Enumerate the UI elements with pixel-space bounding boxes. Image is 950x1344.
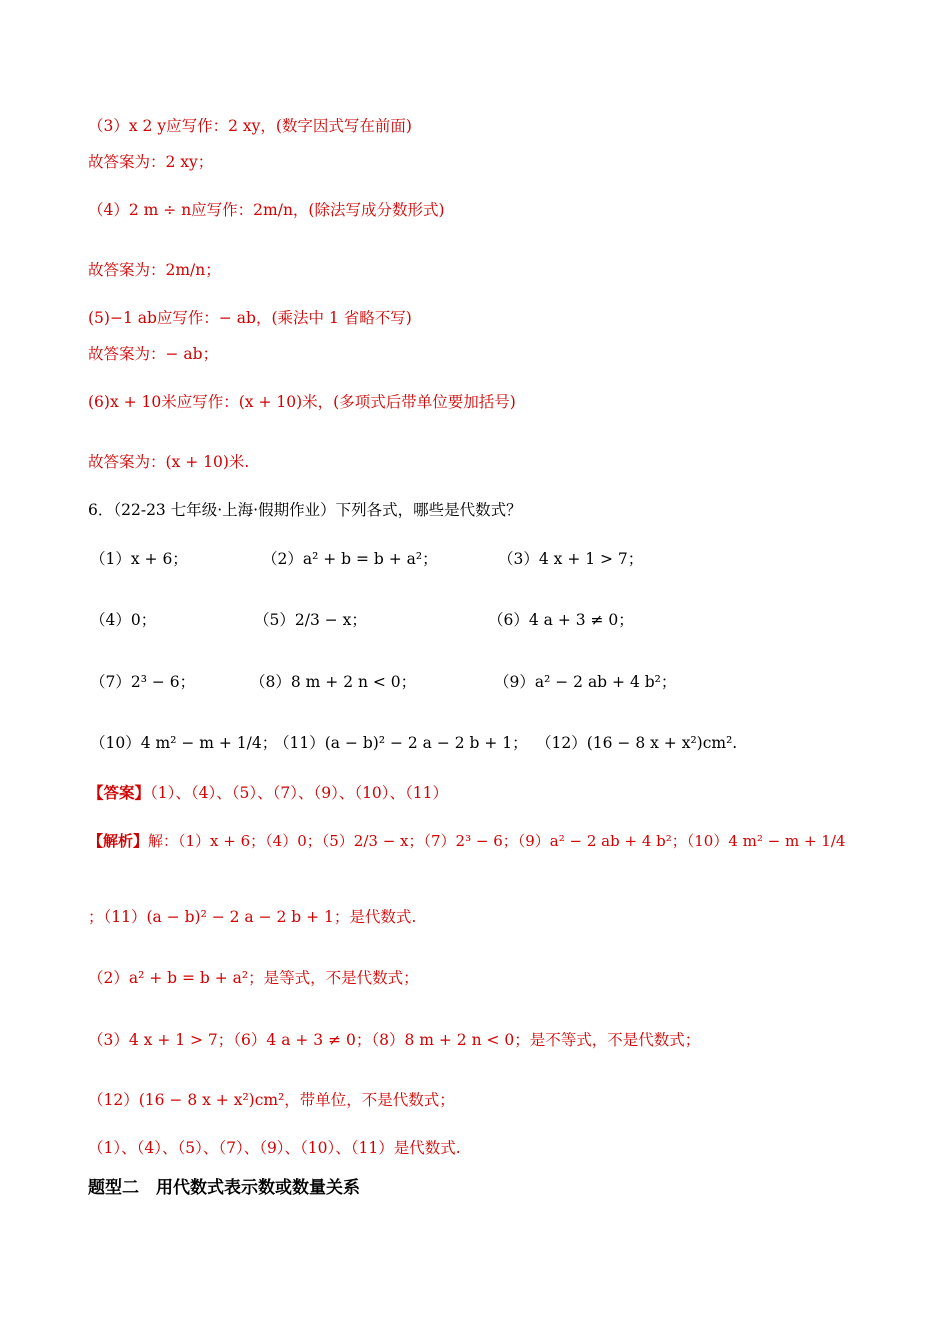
analysis-line-6: （1）、（4）、（5）、（7）、（9）、（10）、（11）是代数式. [88,1139,461,1157]
question-item-2: （2）a² + b = b + a²； [262,550,438,568]
question-item-9: （9）a² − 2 ab + 4 b²； [494,673,677,691]
solution-line-6: (6)x + 10米应写作：(x + 10)米，(多项式后带单位要加括号) [88,393,516,411]
solution-line-5: (5)−1 ab应写作：− ab，(乘法中 1 省略不写) [88,309,412,327]
answer-line-3: 故答案为：2 xy； [88,153,214,171]
answer-line-5: 故答案为：− ab； [88,345,219,363]
answer-line-4: 故答案为：2m/n； [88,261,221,279]
analysis-line-1-text: 解：（1）x + 6；（4）0；（5）2/3 − x；（7）2³ − 6；（9）a² − 2 ab + 4 b²；（10）4 m² − m + 1/4 [148,832,846,850]
answer-line-6: 故答案为：(x + 10)米. [88,453,250,471]
analysis-line-1 [88,831,845,851]
question-item-5: （5）2/3 − x； [254,611,367,629]
question-item-1: （1）x + 6； [90,550,188,568]
answer-block [88,783,448,803]
analysis-label: 【解析】 [88,832,149,850]
analysis-line-5: （12）(16 − 8 x + x²)cm²，带单位，不是代数式； [88,1091,455,1109]
question-item-3: （3）4 x + 1 > 7； [498,550,644,568]
section-heading: 题型二 用代数式表示数或数量关系 [88,1178,360,1198]
question-item-10: （10）4 m² − m + 1/4； [90,734,278,752]
question-item-4: （4）0； [90,611,157,629]
question-item-7: （7）2³ − 6； [90,673,196,691]
solution-line-3: （3）x 2 y应写作：2 xy，(数字因式写在前面) [88,117,412,135]
question-stem: 6．（22-23 七年级·上海·假期作业）下列各式，哪些是代数式？ [88,501,522,519]
solution-line-4: （4）2 m ÷ n应写作：2m/n，(除法写成分数形式) [88,201,445,219]
analysis-line-4: （3）4 x + 1 > 7；（6）4 a + 3 ≠ 0；（8）8 m + 2 n < 0；是不等式，不是代数式； [88,1031,701,1049]
question-item-6: （6）4 a + 3 ≠ 0； [488,611,634,629]
answer-text: （1）、（4）、（5）、（7）、（9）、（10）、（11） [150,784,449,802]
question-item-12: （12）(16 − 8 x + x²)cm². [536,734,738,752]
answer-label: 【答案】 [88,783,151,802]
question-item-11: （11）(a − b)² − 2 a − 2 b + 1； [274,734,528,752]
question-item-8: （8）8 m + 2 n < 0； [250,673,417,691]
analysis-line-3: （2）a² + b = b + a²；是等式，不是代数式； [88,969,419,987]
analysis-line-2: ；（11）(a − b)² − 2 a − 2 b + 1；是代数式. [88,908,417,926]
